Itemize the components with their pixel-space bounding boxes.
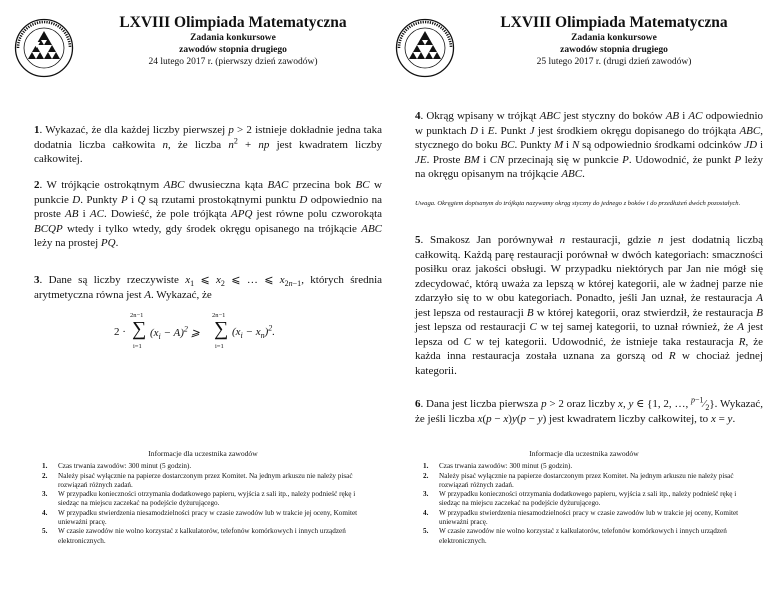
problem-text: Smakosz Jan porównywał n restauracji, gdzie n jest dodatnią liczbą całkowitą. Każdą parę restauracji porównał w dwóch kategoriach: smaczności posiłku oraz jakości obsługi. W przypadku niektórych par Jan nie mógł się zdecydować, którą uważa za lepszą w której kategorii, ale w żadnej parze nie zdarzyło się to w obu kategoriach. Ponadto, jeśli Jan uznał, że restauracja A jest lepsza od restauracji B w której kategorii, oraz stwierdził, że restauracja B jest lepsza od restauracji C w tej samej kategorii, to uznał również, że A jest lepsza od C w tej kategorii. Udowodnić, że istnieje taka restauracja R, że każda inna restauracja została uznana za gorszą od R w chociaż jednej kategorii.: [415, 234, 763, 377]
problem-text: W trójkącie ostrokątnym ABC dwusieczna kąta BAC przecina bok BC w punkcie D. Punkty P i Q są rzutami prostokątnymi punktu D odpowiednio na proste AB i AC. Dowieść, że pole trójkąta APQ jest równe polu czworokąta BCQP wtedy i tylko wtedy, gdy środek okręgu opisanego na trójkącie ABC leży na prostej PQ.: [34, 179, 383, 249]
subtitle-line: Zadania konkursowe: [571, 33, 657, 43]
info-item: 2. Należy pisać wyłącznie na papierze dostarczonym przez Komitet. Na jednym arkuszu nie należy pisać rozwiązań różnych zadań.: [42, 471, 353, 489]
info-block: [393, 449, 763, 546]
problem-5: 5. Smakosz Jan porównywał n restauracji, gdzie n jest dodatnią liczbą całkowitą. Każdą parę restauracji porównał w dwóch kategoriach: smaczności posiłku oraz jakości obsługi. W przypadku niektórych par Jan nie mógł się zdecydować, którą uważa za lepszą w której kategorii, ale w żadnej parze nie zdarzyło się to w obu kategoriach. Ponadto, jeśli Jan uznał, że restauracja A jest lepsza od restauracji B w której kategorii, oraz stwierdził, że restauracja B jest lepsza od restauracji C w tej samej kategorii, to uznał również, że A jest lepsza od C w tej kategorii. Udowodnić, że istnieje taka restauracja R, że każda inna restauracja została uznana za gorszą od R w chociaż jednej kategorii.: [415, 234, 763, 377]
sum-symbol: ∑: [132, 318, 147, 340]
subtitle-line: zawodów stopnia drugiego: [560, 45, 668, 55]
info-item: 4. W przypadku stwierdzenia niesamodzielności pracy w czasie zawodów lub w trakcie jej oceny, Komitet unieważni pracę.: [423, 508, 739, 527]
olympiad-title: LXVIII Olimpiada Matematyczna: [119, 14, 347, 31]
formula-term: $(x_i - x_n)^2$.: [232, 323, 276, 341]
info-item: 5. W czasie zawodów nie wolno korzystać z kalkulatorów, telefonów komórkowych i innych urządzeń elektronicznych.: [423, 527, 727, 545]
note-text: Uwaga. Okręgiem dopisanym do trójkąta nazywamy okrąg styczny do jednego z boków i do przedłużeń dwóch pozostałych.: [415, 200, 741, 207]
date-line: 25 lutego 2017 r. (drugi dzień zawodów): [536, 57, 692, 67]
left-page: [12, 0, 382, 594]
right-page: [393, 0, 763, 594]
sum-symbol: ∑: [214, 318, 229, 340]
inequality-formula: [12, 310, 382, 360]
problem-text: Wykazać, że dla każdej liczby pierwszej p > 2 istnieje dokładnie jedna taka dodatnia liczba całkowita n, że liczba $n^2$ + np jest kwadratem liczby całkowitej.: [34, 124, 382, 165]
info-item: 2. Należy pisać wyłącznie na papierze dostarczonym przez Komitet. Na jednym arkuszu nie należy pisać rozwiązań różnych zadań.: [423, 471, 734, 489]
formula-coef: 2 ·: [114, 326, 126, 338]
info-item: 4. W przypadku stwierdzenia niesamodzielności pracy w czasie zawodów lub w trakcie jej oceny, Komitet unieważni pracę.: [42, 508, 358, 527]
sum-upper-limit: 2n−1: [212, 312, 226, 319]
info-item: 5. W czasie zawodów nie wolno korzystać z kalkulatorów, telefonów komórkowych i innych urządzeń elektronicznych.: [42, 527, 346, 545]
subtitle-line: zawodów stopnia drugiego: [179, 45, 287, 55]
olympiad-title: LXVIII Olimpiada Matematyczna: [500, 14, 728, 31]
page-header: [84, 14, 382, 69]
page-header: [465, 14, 763, 69]
date-line: 24 lutego 2017 r. (pierwszy dzień zawodów): [148, 57, 318, 67]
info-list: [12, 462, 382, 546]
info-title: Informacje dla uczestnika zawodów: [148, 449, 258, 458]
problem-text: Dane są liczby rzeczywiste $x_1$ ⩽ $x_2$ ⩽ … ⩽ $x_{2n-1}$, których średnia arytmetyczna równa jest A. Wykazać, że: [34, 274, 383, 301]
info-item: 3. W przypadku konieczności otrzymania dodatkowego papieru, wyjścia z sali itp., należy podnieść rękę i siedząc na miejscu zaczekać na podejście dyżurującego.: [42, 490, 356, 508]
sum-lower-limit: i=1: [133, 343, 142, 350]
problem-text: Dana jest liczba pierwsza p > 2 oraz liczby x, y ∈ {1, 2, …, $^{p-1}⁄_2$}. Wykazać, że jeśli liczba x(p − x)y(p − y) jest kwadratem liczby całkowitej, to x = y.: [415, 395, 763, 425]
subtitle-line: Zadania konkursowe: [190, 33, 276, 43]
sum-lower-limit: i=1: [215, 343, 224, 350]
info-block: [12, 449, 382, 546]
problem-text: Okrąg wpisany w trójkąt ABC jest styczny do boków AB i AC odpowiednio w punktach D i E. Punkt J jest środkiem okręgu dopisanego do trójkąta ABC, stycznego do boku BC. Punkty M i N są odpowiednio środkami odcinków JD i JE. Proste BM i CN przecinają się w punkcie P. Udowodnić, że punkt P leży na okręgu opisanym na trójkącie ABC.: [415, 110, 764, 180]
info-item: 3. W przypadku konieczności otrzymania dodatkowego papieru, wyjścia z sali itp., należy podnieść rękę i siedząc na miejscu zaczekać na podejście dyżurującego.: [423, 490, 737, 508]
info-item: 1. Czas trwania zawodów: 300 minut (5 godzin).: [423, 462, 573, 471]
problem-2: 2. W trójkącie ostrokątnym ABC dwusieczna kąta BAC przecina bok BC w punkcie D. Punkty P i Q są rzutami prostokątnymi punktu D odpowiednio na proste AB i AC. Dowieść, że pole trójkąta APQ jest równe polu czworokąta BCQP wtedy i tylko wtedy, gdy środek okręgu opisanego na trójkącie ABC leży na prostej PQ.: [34, 179, 383, 249]
problem-1: 1. Wykazać, że dla każdej liczby pierwszej p > 2 istnieje dokładnie jedna taka dodatnia liczba całkowita n, że liczba $n^2$ + np jest kwadratem liczby całkowitej.: [34, 124, 382, 165]
problem-4: 4. Okrąg wpisany w trójkąt ABC jest styczny do boków AB i AC odpowiednio w punktach D i E. Punkt J jest środkiem okręgu dopisanego do trójkąta ABC, stycznego do boku BC. Punkty M i N są odpowiednio środkami odcinków JD i JE. Proste BM i CN przecinają się w punkcie P. Udowodnić, że punkt P leży na okręgu opisanym na trójkącie ABC.: [415, 110, 764, 180]
problem-3: 3. Dane są liczby rzeczywiste $x_1$ ⩽ $x_2$ ⩽ … ⩽ $x_{2n-1}$, których średnia arytmetyczna równa jest A. Wykazać, że: [34, 274, 383, 301]
formula-term: $(x_i - A)^2$ ⩾: [150, 324, 200, 342]
info-list: [393, 462, 763, 546]
olympiad-logo-icon: [395, 18, 455, 78]
olympiad-logo-icon: [14, 18, 74, 78]
info-title: Informacje dla uczestnika zawodów: [529, 449, 639, 458]
info-item: 1. Czas trwania zawodów: 300 minut (5 godzin).: [42, 462, 192, 471]
problem-6: 6. Dana jest liczba pierwsza p > 2 oraz liczby x, y ∈ {1, 2, …, $^{p-1}⁄_2$}. Wykazać, że jeśli liczba x(p − x)y(p − y) jest kwadratem liczby całkowitej, to x = y.: [415, 395, 763, 425]
sum-upper-limit: 2n−1: [130, 312, 144, 319]
